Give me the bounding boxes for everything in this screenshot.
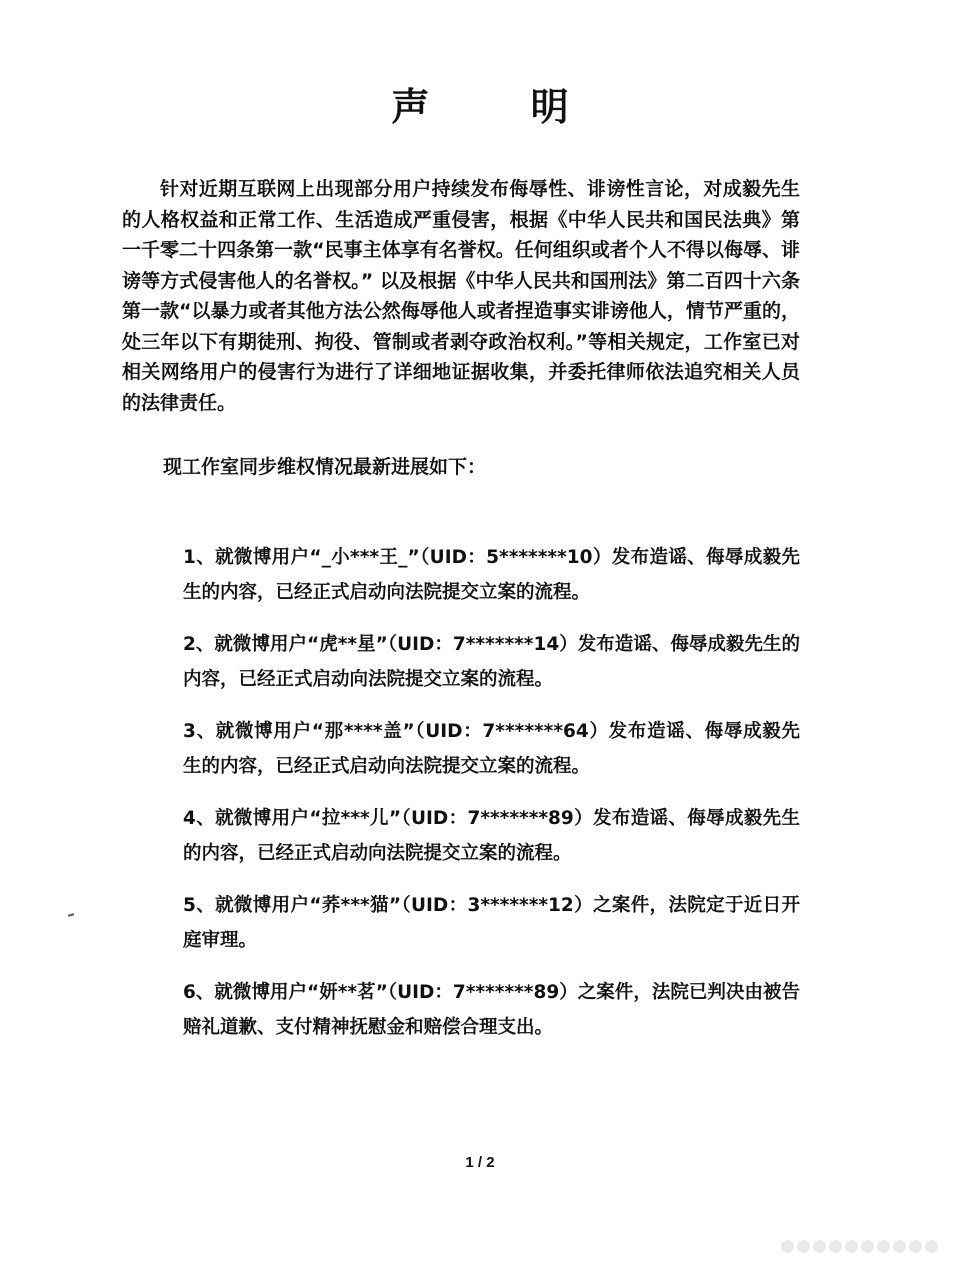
list-item: 1、就微博用户“_小***王_”（UID：5*******10）发布造谣、侮辱成毅先生的内容，已经正式启动向法院提交立案的流程。 bbox=[183, 547, 800, 603]
progress-intro: 现工作室同步维权情况最新进展如下： bbox=[163, 456, 487, 478]
list-item: 2、就微博用户“虎**星”（UID：7*******14）发布造谣、侮辱成毅先生的内容，已经正式启动向法院提交立案的流程。 bbox=[183, 634, 800, 690]
watermark-dots bbox=[781, 1240, 938, 1253]
progress-list bbox=[183, 540, 800, 1062]
watermark-dot bbox=[877, 1240, 890, 1253]
list-item: 5、就微博用户“荞***猫”（UID：3*******12）之案件，法院定于近日开庭审理。 bbox=[183, 895, 800, 951]
watermark-dot bbox=[781, 1240, 794, 1253]
watermark-dot bbox=[813, 1240, 826, 1253]
page-title: 声 明 bbox=[391, 85, 613, 129]
watermark-dot bbox=[861, 1240, 874, 1253]
list-item: 3、就微博用户“那****盖”（UID：7*******64）发布造谣、侮辱成毅先生的内容，已经正式启动向法院提交立案的流程。 bbox=[183, 721, 800, 777]
watermark-dot bbox=[797, 1240, 810, 1253]
watermark-dot bbox=[829, 1240, 842, 1253]
watermark-dot bbox=[909, 1240, 922, 1253]
scan-speck bbox=[68, 913, 74, 916]
list-item: 6、就微博用户“妍**茗”（UID：7*******89）之案件，法院已判决由被告赔礼道歉、支付精神抚慰金和赔偿合理支出。 bbox=[183, 982, 800, 1038]
watermark-dot bbox=[845, 1240, 858, 1253]
watermark-dot bbox=[893, 1240, 906, 1253]
page-number: 1 / 2 bbox=[465, 1154, 495, 1171]
list-item: 4、就微博用户“拉***儿”（UID：7*******89）发布造谣、侮辱成毅先生的内容，已经正式启动向法院提交立案的流程。 bbox=[183, 808, 800, 864]
watermark-dot bbox=[925, 1240, 938, 1253]
statement-paragraph: 针对近期互联网上出现部分用户持续发布侮辱性、诽谤性言论，对成毅先生的人格权益和正常工作、生活造成严重侵害，根据《中华人民共和国民法典》第一千零二十四条第一款“民事主体享有名誉权。任何组织或者个人不得以侮辱、诽谤等方式侵害他人的名誉权。” 以及根据《中华人民共和国刑法》第二百四十六条第一款“以暴力或者其他方法公然侮辱他人或者捏造事实诽谤他人，情节严重的，处三年以下有期徒刑、拘役、管制或者剥夺政治权利。”等相关规定，工作室已对相关网络用户的侵害行为进行了详细地证据收集，并委托律师依法追究相关人员的法律责任。 bbox=[122, 178, 800, 414]
